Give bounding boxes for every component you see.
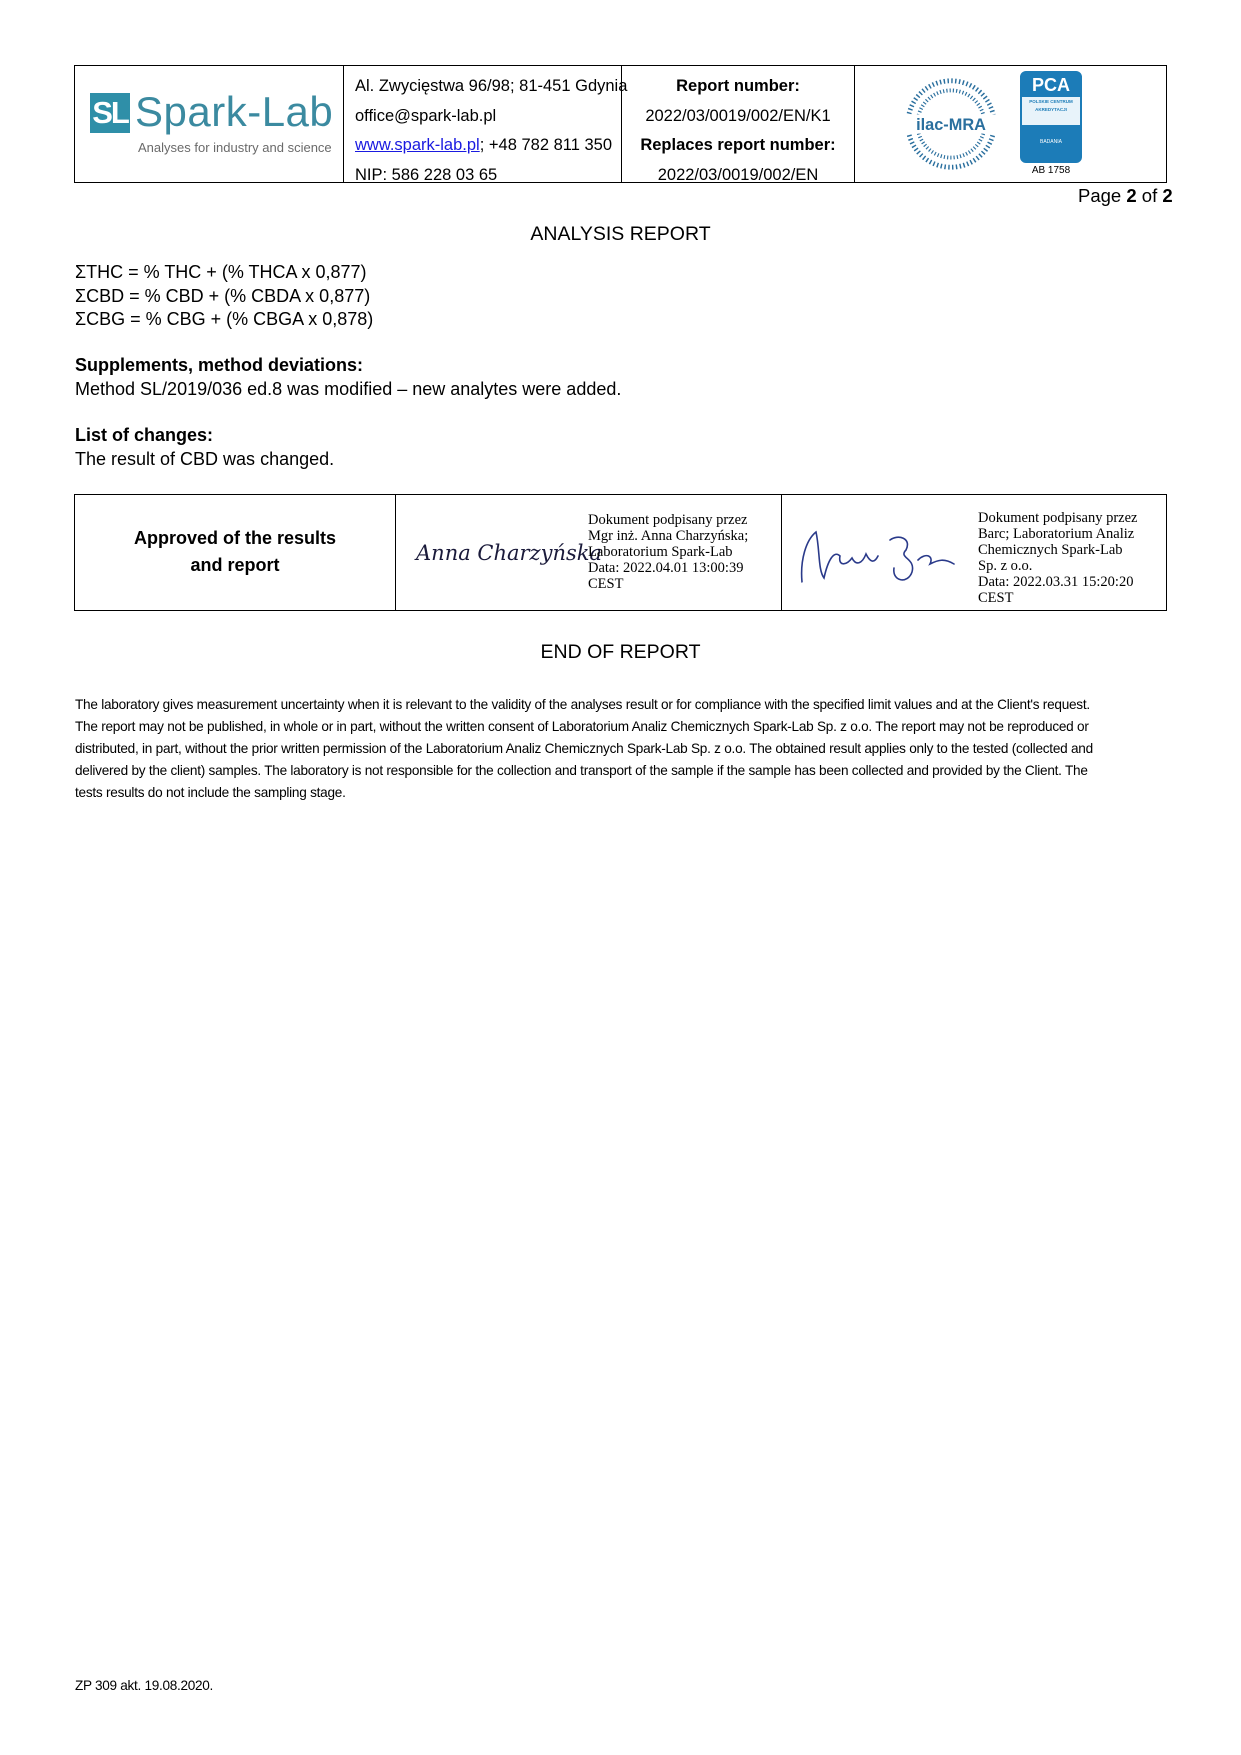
changes-heading: List of changes: <box>75 425 214 445</box>
formula-thc: ΣTHC = % THC + (% THCA x 0,877) <box>75 262 367 282</box>
pca-subtitle-2: AKREDYTACJI <box>1035 107 1067 112</box>
disclaimer-line: delivered by the client) samples. The laboratory is not responsible for the collection and transport of the sample if the sample has been collected and provided by the Client. The <box>75 763 1088 778</box>
logo-tagline: Analyses for industry and science <box>138 140 332 155</box>
pca-title: PCA <box>1022 73 1080 97</box>
formula-cbd: ΣCBD = % CBD + (% CBDA x 0,877) <box>75 285 371 306</box>
report-number-label: Report number: <box>676 77 800 95</box>
ilac-mra-logo <box>903 76 999 172</box>
report-number: 2022/03/0019/002/EN/K1 <box>645 106 831 125</box>
address-street: Al. Zwycięstwa 96/98; 81-451 Gdynia <box>355 77 628 95</box>
company-address <box>344 66 628 184</box>
approval-label-cell <box>75 495 396 610</box>
disclaimer-line: The laboratory gives measurement uncertainty when it is relevant to the validity of the analyses result or for compliance with the specified limit values and at the Client's request. <box>75 697 1090 712</box>
formula-cbg: ΣCBG = % CBG + (% CBGA x 0,878) <box>75 309 374 329</box>
disclaimer-line: tests results do not include the sampling stage. <box>75 785 346 800</box>
report-title: ANALYSIS REPORT <box>530 223 711 245</box>
changes-text: The result of CBD was changed. <box>75 448 335 469</box>
signature-cell-1 <box>396 495 782 610</box>
changes-section <box>75 424 334 471</box>
replaces-number: 2022/03/0019/002/EN <box>657 165 819 184</box>
address-nip: NIP: 586 228 03 65 <box>355 165 498 184</box>
supplements-section <box>75 354 621 401</box>
disclaimer <box>75 694 1170 804</box>
handwritten-signature-2 <box>794 520 964 590</box>
website-link[interactable]: www.spark-lab.pl <box>355 136 480 154</box>
supplements-text: Method SL/2019/036 ed.8 was modified – new analytes were added. <box>75 378 622 399</box>
form-code-footer: ZP 309 akt. 19.08.2020. <box>75 1678 213 1693</box>
pca-logo <box>1020 71 1082 163</box>
svg-text:Maciej Barc: Maciej Barc <box>796 581 845 590</box>
address-email: office@spark-lab.pl <box>355 106 497 125</box>
signature-cell-2 <box>782 495 1166 610</box>
address-web-phone <box>355 131 621 161</box>
accreditation-number: AB 1758 <box>1031 165 1071 176</box>
signature-1-details: Dokument podpisany przez Mgr inż. Anna Charzyńska; Laboratorium Spark-Lab Data: 2022.04.01 13:00:39 CEST <box>588 512 749 592</box>
replaces-label: Replaces report number: <box>640 136 836 154</box>
report-numbers <box>622 66 855 182</box>
logo-name: Spark-Lab <box>135 88 334 135</box>
handwritten-signature-1 <box>414 530 603 580</box>
pca-badge: BADANIA <box>1022 125 1080 161</box>
disclaimer-line: distributed, in part, without the prior written permission of the Laboratorium Analiz Chemicznych Spark-Lab Sp. z o.o. The obtained result applies only to the tested (collected and <box>75 741 1093 756</box>
pca-subtitle-1: POLSKIE CENTRUM <box>1029 99 1073 104</box>
address-phone: ; +48 782 811 350 <box>479 136 612 154</box>
report-header <box>74 65 1167 183</box>
signature-2-details: Dokument podpisany przez Barc; Laboratorium Analiz Chemicznych Spark-Lab Sp. z o.o. Data: 2022.03.31 15:20:20 CEST <box>978 510 1138 606</box>
company-logo <box>75 66 344 182</box>
supplements-heading: Supplements, method deviations: <box>75 355 364 375</box>
logo-mark: SL <box>90 93 130 133</box>
end-of-report: END OF REPORT <box>540 641 701 663</box>
svg-text:ilac-MRA: ilac-MRA <box>916 115 986 134</box>
formula-list <box>75 261 373 332</box>
accreditation-logos <box>855 66 1166 182</box>
svg-text:Anna Charzyńska: Anna Charzyńska <box>416 541 603 565</box>
page-number: Page 2 of 2 <box>1078 185 1173 206</box>
disclaimer-line: The report may not be published, in whole or in part, without the written consent of Laboratorium Analiz Chemicznych Spark-Lab Sp. z o.o. The report may not be reproduced or <box>75 719 1089 734</box>
approval-table <box>74 494 1167 611</box>
approval-label: Approved of the results and report <box>133 528 337 575</box>
